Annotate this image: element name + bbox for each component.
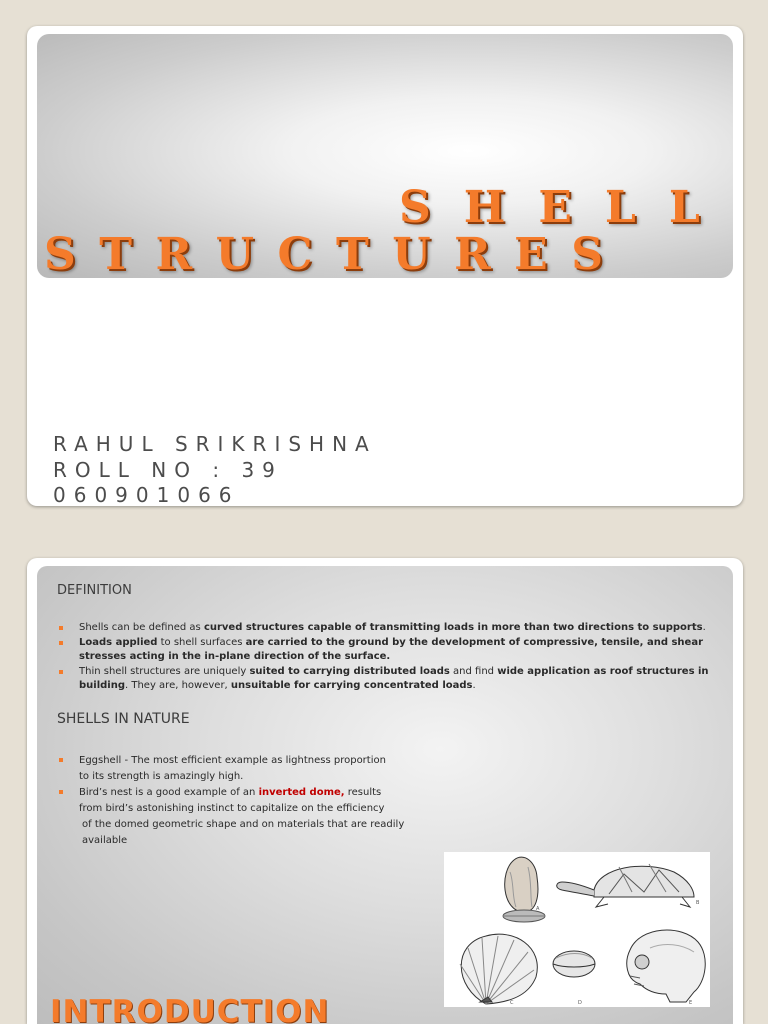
definition-heading: DEFINITION xyxy=(57,583,132,598)
definition-bold-text: Loads applied xyxy=(79,637,158,648)
definition-bullet-1 xyxy=(57,621,717,635)
definition-bold-text: wide application as roof structures in building xyxy=(79,666,709,691)
figure-letter-d: D xyxy=(578,1000,582,1006)
turtle-drawing xyxy=(557,864,694,907)
shells-in-nature-heading: SHELLS IN NATURE xyxy=(57,711,190,727)
definition-bold-text: unsuitable for carrying concentrated loads xyxy=(230,680,473,691)
nature-text: Bird’s nest is a good example of an xyxy=(79,787,259,798)
definition-text: Thin shell structures are uniquely xyxy=(79,666,250,677)
figure-letter-a: A xyxy=(536,906,540,912)
nature-text: Eggshell - The most efficient example as lightness proportion xyxy=(79,755,386,766)
slide-title-line-2: STRUCTURES xyxy=(44,229,627,280)
walnut-drawing xyxy=(553,951,595,977)
definition-text: to shell surfaces xyxy=(157,637,246,648)
definition-text: . xyxy=(702,622,706,633)
nature-text: available xyxy=(82,835,128,846)
figure-letter-c: C xyxy=(510,1000,514,1006)
nature-line xyxy=(79,785,417,801)
author-name: RAHUL SRIKRISHNA xyxy=(53,432,377,456)
figure-letter-e: E xyxy=(689,1000,693,1006)
natural-shells-illustration xyxy=(444,852,710,1007)
scallop-shell-drawing xyxy=(460,934,537,1004)
nature-highlight-text: inverted dome, xyxy=(258,787,345,798)
nature-text: to its strength is amazingly high. xyxy=(79,771,244,782)
nature-bullet-1 xyxy=(57,753,417,785)
definition-text: Shells can be defined as xyxy=(79,622,204,633)
nature-bullet-2 xyxy=(57,785,417,849)
egg-drawing xyxy=(503,857,545,922)
slide-title-line-1: SHELL xyxy=(399,182,733,233)
nature-text: results xyxy=(344,787,382,798)
title-slide xyxy=(27,26,743,506)
skull-drawing xyxy=(627,930,705,1002)
definition-bold-text: curved structures capable of transmitting loads in more than two directions to supports xyxy=(203,622,703,633)
natural-shells-drawing xyxy=(444,852,710,1007)
figure-letter-b: B xyxy=(696,900,700,906)
definition-bullet-2 xyxy=(57,636,717,664)
definition-bold-text: are carried to the ground by the development of compressive, tensile, and shear stresses acting in the in-plane direction of the surface. xyxy=(79,637,704,662)
introduction-slide xyxy=(27,558,743,1024)
definition-bullet-3 xyxy=(57,665,717,693)
nature-text: of the domed geometric shape and on materials that are readily xyxy=(82,819,405,830)
definition-text: . They are, however, xyxy=(125,680,231,691)
roll-number: ROLL NO : 39 xyxy=(53,458,283,482)
definition-bold-text: suited to carrying distributed loads xyxy=(249,666,450,677)
definition-text: and find xyxy=(449,666,498,677)
id-number: 060901066 xyxy=(53,483,240,507)
nature-text: from bird’s astonishing instinct to capitalize on the efficiency xyxy=(79,803,385,814)
definition-list xyxy=(57,621,717,694)
introduction-title: INTRODUCTION xyxy=(50,994,330,1024)
content-band xyxy=(37,566,733,1024)
definition-text: . xyxy=(472,680,476,691)
shells-in-nature-list xyxy=(57,753,417,849)
